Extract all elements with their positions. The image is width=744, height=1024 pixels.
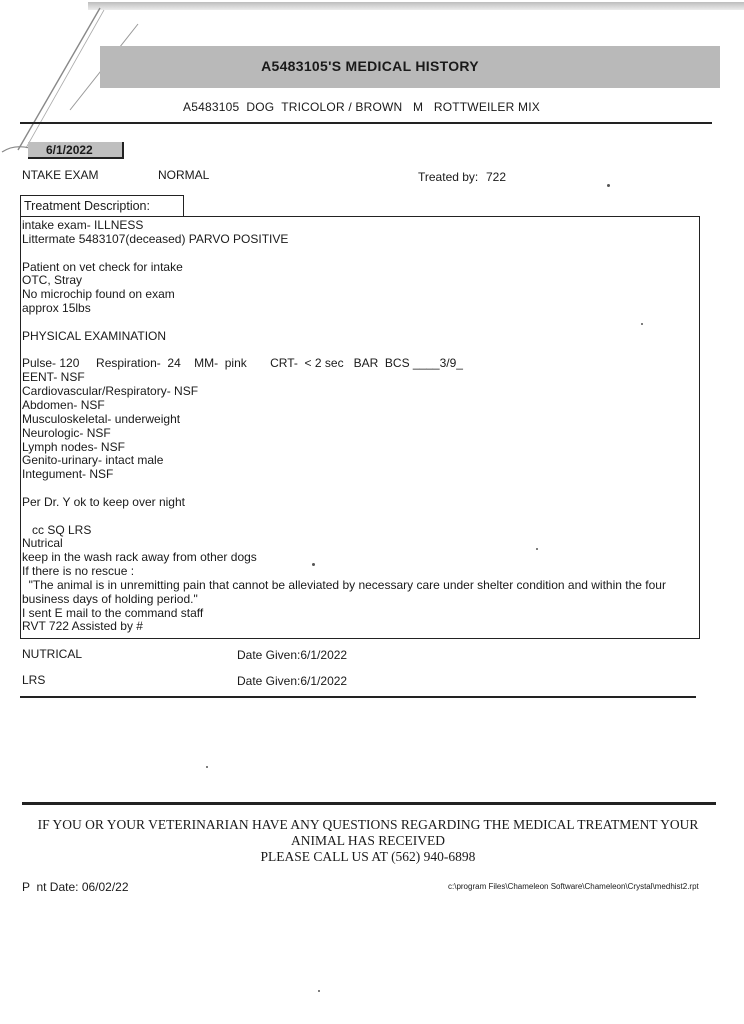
date-given-value: 6/1/2022 xyxy=(300,648,348,662)
header-divider xyxy=(20,122,712,124)
treatment-line: PHYSICAL EXAMINATION xyxy=(22,328,167,343)
footer-divider xyxy=(22,802,716,805)
treatment-line: Pulse- 120 Respiration- 24 MM- pink CRT- < 2 sec BAR BCS ____3/9_ xyxy=(22,356,463,371)
date-given-label: Date Given: xyxy=(237,674,301,688)
report-file-path: c:\program Files\Chameleon Software\Chameleon\Crystal\medhist2.rpt xyxy=(448,882,699,891)
exam-status: NORMAL xyxy=(158,168,210,182)
treatment-line xyxy=(22,482,698,496)
treatment-line: Nutrical xyxy=(22,536,63,551)
date-given-label: Date Given: xyxy=(237,648,301,662)
treatment-line: business days of holding period." xyxy=(22,591,198,606)
treatment-line xyxy=(22,510,698,524)
date-given-value: 6/1/2022 xyxy=(300,674,348,688)
medication-name: LRS xyxy=(22,673,46,687)
treatment-line: If there is no rescue : xyxy=(22,564,135,579)
treatment-line: intake exam- ILLNESS xyxy=(22,218,144,232)
treated-by-value: 722 xyxy=(486,170,507,184)
treatment-line: Integument- NSF xyxy=(22,467,114,482)
medication-date xyxy=(237,648,347,662)
record-date-tab: 6/1/2022 xyxy=(28,142,124,159)
page-title: A5483105'S MEDICAL HISTORY xyxy=(261,58,479,74)
patient-color: TRICOLOR / BROWN xyxy=(281,100,403,114)
treatment-line xyxy=(22,316,698,330)
treatment-line: approx 15lbs xyxy=(22,301,91,316)
treated-by-label: Treated by: xyxy=(418,170,479,184)
patient-breed: ROTTWEILER MIX xyxy=(433,100,540,114)
scan-edge xyxy=(88,2,744,10)
footer-line: PLEASE CALL US AT (562) 940-6898 xyxy=(260,849,476,864)
patient-info-line xyxy=(183,100,540,114)
treatment-line: Cardiovascular/Respiratory- NSF xyxy=(22,384,199,399)
treatment-line: Lymph nodes- NSF xyxy=(22,439,125,454)
scan-speck xyxy=(206,766,208,768)
treatment-line: cc SQ LRS xyxy=(22,522,92,537)
patient-sex: M xyxy=(413,100,424,114)
medication-date xyxy=(237,674,347,688)
treatment-line: "The animal is in unremitting pain that cannot be alleviated by necessary care under shelter condition and within the four xyxy=(22,577,666,592)
treatment-line: Genito-urinary- intact male xyxy=(22,453,164,468)
medication-name: NUTRICAL xyxy=(22,647,83,661)
print-date: P nt Date: 06/02/22 xyxy=(22,880,129,894)
treatment-line: Patient on vet check for intake xyxy=(22,259,183,274)
scan-speck xyxy=(312,563,315,566)
scan-speck xyxy=(607,184,610,187)
footer-line: IF YOU OR YOUR VETERINARIAN HAVE ANY QUESTIONS REGARDING THE MEDICAL TREATMENT YOUR xyxy=(37,817,699,832)
footer-line: ANIMAL HAS RECEIVED xyxy=(291,833,445,848)
treatment-line: Musculoskeletal- underweight xyxy=(22,411,181,426)
scan-speck xyxy=(641,323,643,325)
treatment-line: RVT 722 Assisted by # xyxy=(22,619,143,634)
treatment-line: EENT- NSF xyxy=(22,370,85,385)
treatment-line: Littermate 5483107(deceased) PARVO POSITIVE xyxy=(22,231,289,246)
treatment-line: keep in the wash rack away from other dogs xyxy=(22,550,257,565)
footer-message xyxy=(20,817,716,865)
treatment-line: OTC, Stray xyxy=(22,273,83,288)
scan-speck xyxy=(318,990,320,992)
exam-type: NTAKE EXAM xyxy=(22,168,99,182)
patient-id: A5483105 xyxy=(183,100,240,114)
treatment-line xyxy=(22,344,698,358)
treatment-line xyxy=(22,247,698,261)
treatment-line: Neurologic- NSF xyxy=(22,425,111,440)
treatment-description-text xyxy=(22,219,698,634)
patient-species: DOG xyxy=(246,100,275,114)
treatment-description-label: Treatment Description: xyxy=(20,195,184,217)
treatment-line: Per Dr. Y ok to keep over night xyxy=(22,494,185,509)
scan-speck xyxy=(536,548,538,550)
treatment-line: I sent E mail to the command staff xyxy=(22,605,204,620)
medications-divider xyxy=(20,696,696,698)
treatment-line: Abdomen- NSF xyxy=(22,397,105,412)
treatment-line: No microchip found on exam xyxy=(22,287,175,302)
